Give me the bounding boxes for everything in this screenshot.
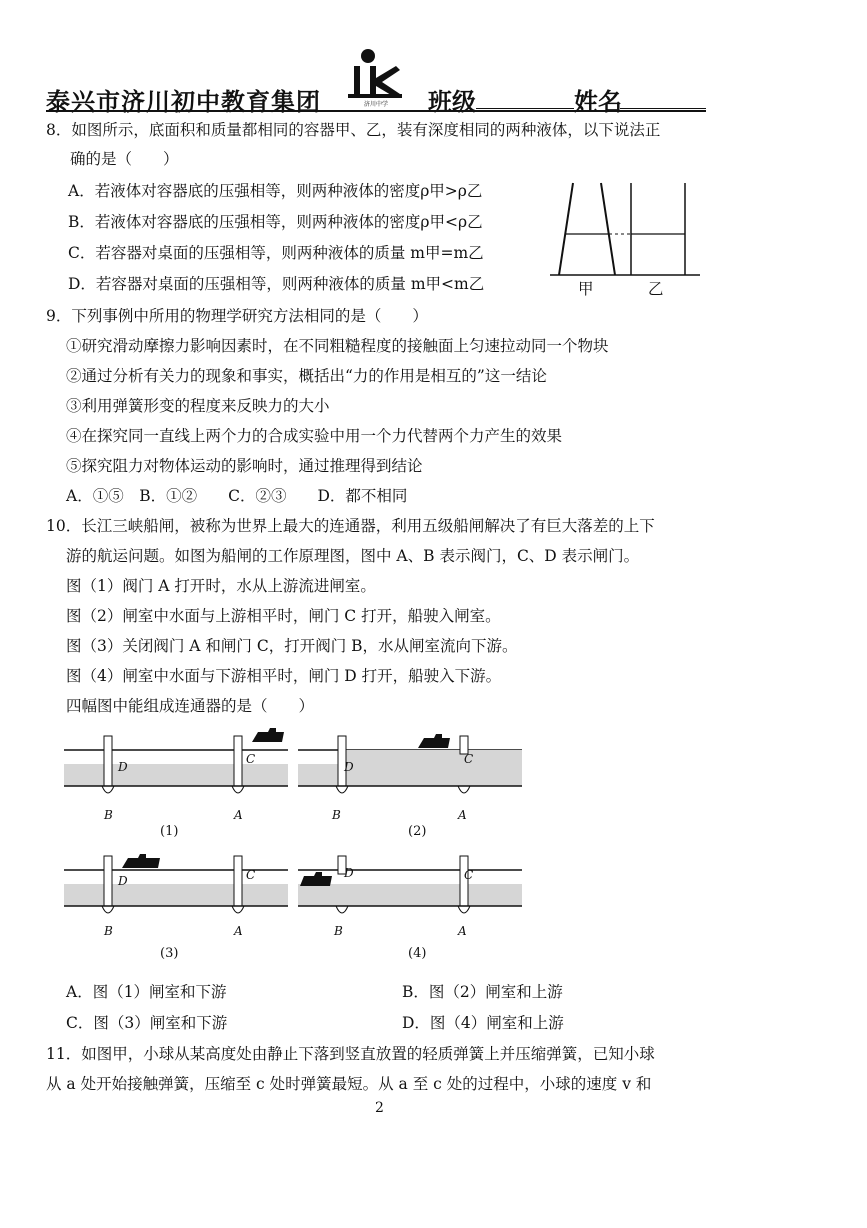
q9-item-2: ②通过分析有关力的现象和事实，概括出“力的作用是相互的”这一结论 (66, 367, 547, 385)
q8-label-jia: 甲 (578, 280, 594, 298)
q11-stem-2: 从 a 处开始接触弹簧，压缩至 c 处时弹簧最短。从 a 至 c 处的过程中，小球的速度 v 和 (46, 1075, 652, 1093)
fig4-label-d: D (344, 866, 354, 880)
header-rule (46, 110, 706, 112)
q10-line-4: 图（4）闸室中水面与下游相平时，闸门 D 打开，船驶入下游。 (66, 667, 502, 685)
q9-options: A．①⑤ B．①② C．②③ D．都不相同 (66, 487, 408, 505)
q9-stem: 9．下列事例中所用的物理学研究方法相同的是（ ） (46, 307, 428, 325)
q10-option-c: C．图（3）闸室和下游 (66, 1014, 228, 1032)
page-header (46, 62, 706, 114)
fig1-label-b: B (104, 808, 113, 822)
fig1-caption: (1) (160, 824, 179, 839)
q11-stem-1: 11．如图甲，小球从某高度处由静止下落到竖直放置的轻质弹簧上并压缩弹簧，已知小球 (46, 1045, 655, 1063)
q8-stem-1: 8．如图所示，底面积和质量都相同的容器甲、乙，装有深度相同的两种液体，以下说法正 (46, 121, 661, 139)
q10-line-2: 图（2）闸室中水面与上游相平时，闸门 C 打开，船驶入闸室。 (66, 607, 501, 625)
fig3-label-c: C (246, 868, 256, 882)
school-logo (346, 48, 406, 108)
ship-lock-diagram-1 (62, 728, 290, 808)
fig3-label-b: B (104, 924, 113, 938)
fig2-label-a: A (458, 808, 467, 822)
q9-item-3: ③利用弹簧形变的程度来反映力的大小 (66, 397, 330, 415)
q8-stem-2: 确的是（ ） (70, 150, 179, 168)
fig1-label-c: C (246, 752, 256, 766)
fig3-label-d: D (118, 874, 128, 888)
q10-stem-1: 10．长江三峡船闸，被称为世界上最大的连通器，利用五级船闸解决了有巨大落差的上下 (46, 517, 655, 535)
fig2-label-b: B (332, 808, 341, 822)
school-name: 泰兴市济川初中教育集团 (46, 88, 321, 116)
q10-question: 四幅图中能组成连通器的是（ ） (66, 697, 315, 715)
q10-option-a: A．图（1）闸室和下游 (66, 983, 227, 1001)
q10-line-1: 图（1）阀门 A 打开时，水从上游流进闸室。 (66, 577, 376, 595)
q9-item-5: ⑤探究阻力对物体运动的影响时，通过推理得到结论 (66, 457, 423, 475)
q10-line-3: 图（3）关闭阀门 A 和闸门 C，打开阀门 B，水从闸室流向下游。 (66, 637, 518, 655)
class-field-line (476, 108, 574, 109)
fig4-caption: (4) (408, 946, 427, 961)
fig4-label-a: A (458, 924, 467, 938)
q8-option-c: C．若容器对桌面的压强相等，则两种液体的质量 m甲=m乙 (68, 244, 484, 262)
fig2-caption: (2) (408, 824, 427, 839)
fig4-label-b: B (334, 924, 343, 938)
fig3-label-a: A (234, 924, 243, 938)
q8-label-yi: 乙 (648, 280, 664, 298)
q10-option-b: B．图（2）闸室和上游 (402, 983, 563, 1001)
ship-lock-diagram-4 (296, 848, 524, 928)
q9-item-4: ④在探究同一直线上两个力的合成实验中用一个力代替两个力产生的效果 (66, 427, 563, 445)
fig3-caption: (3) (160, 946, 179, 961)
q8-container-figure (545, 178, 705, 298)
logo-text: 济川中学 (363, 101, 389, 108)
q9-item-1: ①研究滑动摩擦力影响因素时，在不同粗糙程度的接触面上匀速拉动同一个物块 (66, 337, 609, 355)
fig1-label-a: A (234, 808, 243, 822)
q10-option-d: D．图（4）闸室和上游 (402, 1014, 564, 1032)
page-number: 2 (375, 1100, 384, 1116)
fig2-label-c: C (464, 752, 474, 766)
ship-lock-diagram-3 (62, 848, 290, 928)
fig1-label-d: D (118, 760, 128, 774)
class-label: 班级 (428, 88, 476, 116)
fig4-label-c: C (464, 868, 474, 882)
name-label: 姓名 (574, 88, 622, 116)
fig2-label-d: D (344, 760, 354, 774)
q10-stem-2: 游的航运问题。如图为船闸的工作原理图，图中 A、B 表示阀门，C、D 表示闸门。 (66, 547, 640, 565)
q8-option-b: B．若液体对容器底的压强相等，则两种液体的密度ρ甲<ρ乙 (68, 213, 483, 231)
q8-option-d: D．若容器对桌面的压强相等，则两种液体的质量 m甲<m乙 (68, 275, 485, 293)
q8-option-a: A．若液体对容器底的压强相等，则两种液体的密度ρ甲>ρ乙 (68, 182, 483, 200)
name-field-line (620, 108, 706, 109)
ship-lock-diagram-2 (296, 728, 524, 808)
